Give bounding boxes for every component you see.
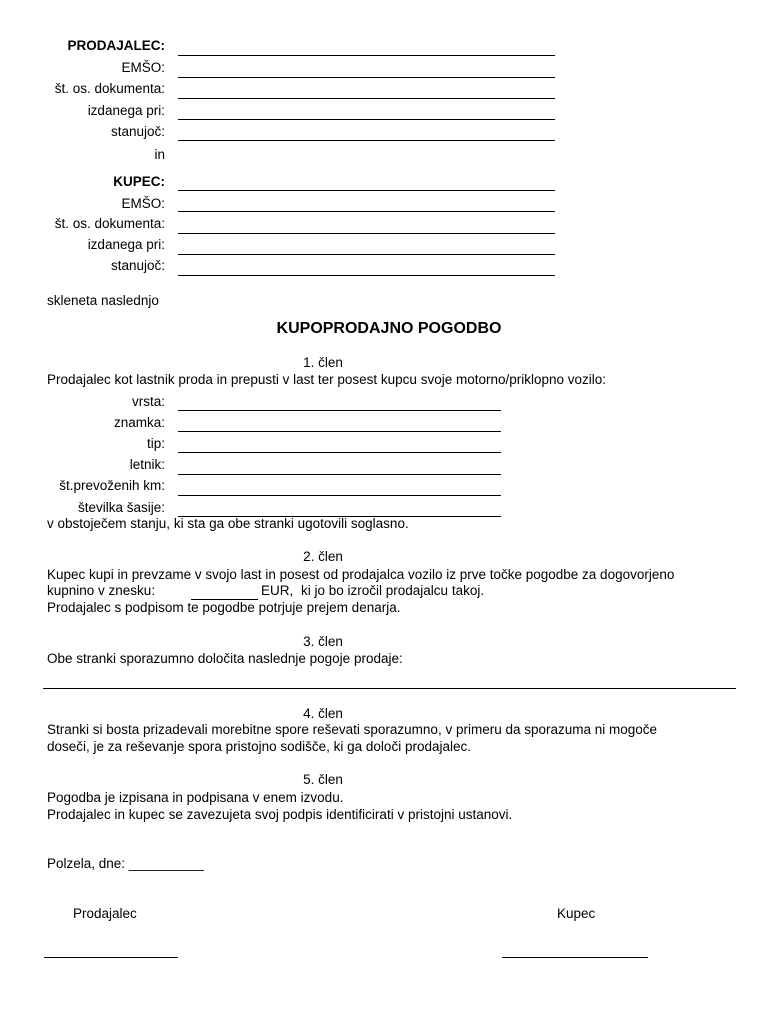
buyer-document-line[interactable] (178, 233, 555, 234)
currency-label: EUR, (261, 583, 294, 598)
seller-signature-line[interactable] (44, 957, 178, 958)
vehicle-km-line[interactable] (178, 495, 501, 496)
article2-line3: Prodajalec s podpisom te pogodbe potrjuje prejem denarja. (47, 600, 401, 615)
buyer-issued-label: izdanega pri: (87, 237, 165, 252)
seller-emso-line[interactable] (178, 77, 555, 78)
article2-payment-text: ki jo bo izročil prodajalcu takoj. (301, 583, 485, 598)
article4-line1: Stranki si bosta prizadevali morebitne spore reševati sporazumno, v primeru da sporazuma ni mogoče (47, 722, 658, 737)
vehicle-km-label: št.prevoženih km: (59, 478, 165, 493)
article2-price-label: kupnino v znesku: (47, 583, 156, 598)
article4-line2: doseči, je za reševanje spora pristojno sodišče, ki ga določi prodajalec. (47, 739, 471, 754)
buyer-signature-line[interactable] (502, 957, 648, 958)
buyer-signature-label: Kupec (557, 906, 596, 921)
article3-text: Obe stranki sporazumno določita naslednje pogoje prodaje: (47, 651, 403, 666)
seller-issued-label: izdanega pri: (87, 103, 165, 118)
buyer-emso-line[interactable] (178, 211, 555, 212)
vehicle-type-label: vrsta: (131, 394, 165, 409)
seller-document-line[interactable] (178, 98, 555, 99)
intro-text: skleneta naslednjo (47, 293, 159, 308)
vehicle-year-line[interactable] (178, 474, 501, 475)
seller-name-line[interactable] (178, 55, 555, 56)
conjunction: in (154, 147, 165, 162)
article2-heading: 2. člen (303, 549, 343, 564)
vehicle-brand-line[interactable] (178, 431, 501, 432)
article1-heading: 1. člen (303, 355, 343, 370)
seller-emso-label: EMŠO: (121, 60, 165, 75)
buyer-document-label: št. os. dokumenta: (54, 216, 165, 231)
document-title: KUPOPRODAJNO POGODBO (276, 320, 502, 337)
buyer-address-line[interactable] (178, 275, 555, 276)
seller-document-label: št. os. dokumenta: (54, 81, 165, 96)
vehicle-year-label: letnik: (129, 457, 165, 472)
buyer-emso-label: EMŠO: (121, 196, 165, 211)
article1-closing: v obstoječem stanju, ki sta ga obe stranki ugotovili soglasno. (47, 516, 409, 531)
seller-address-label: stanujoč: (110, 124, 165, 139)
article3-heading: 3. člen (303, 634, 343, 649)
vehicle-model-line[interactable] (178, 452, 501, 453)
article5-heading: 5. člen (303, 772, 343, 787)
sales-conditions-line[interactable] (43, 688, 736, 689)
buyer-address-label: stanujoč: (110, 258, 165, 273)
article1-text: Prodajalec kot lastnik proda in prepusti v last ter posest kupcu svoje motorno/priklopno vozilo: (47, 372, 607, 387)
buyer-issued-line[interactable] (178, 254, 555, 255)
seller-address-line[interactable] (178, 140, 555, 141)
vehicle-brand-label: znamka: (113, 415, 165, 430)
seller-signature-label: Prodajalec (73, 906, 137, 921)
seller-heading: PRODAJALEC: (67, 38, 165, 53)
buyer-heading: KUPEC: (113, 174, 165, 189)
vehicle-vin-label: številka šasije: (77, 500, 165, 515)
vehicle-model-label: tip: (146, 436, 165, 451)
seller-issued-line[interactable] (178, 119, 555, 120)
place-date: Polzela, dne: __________ (47, 856, 204, 871)
article4-heading: 4. člen (303, 706, 343, 721)
article2-line1: Kupec kupi in prevzame v svojo last in posest od prodajalca vozilo iz prve točke pogodbe za dogovorjeno (47, 567, 675, 582)
vehicle-type-line[interactable] (178, 410, 501, 411)
article5-line1: Pogodba je izpisana in podpisana v enem izvodu. (47, 790, 344, 805)
buyer-name-line[interactable] (178, 190, 555, 191)
article5-line2: Prodajalec in kupec se zavezujeta svoj podpis identificirati v pristojni ustanovi. (47, 807, 513, 822)
